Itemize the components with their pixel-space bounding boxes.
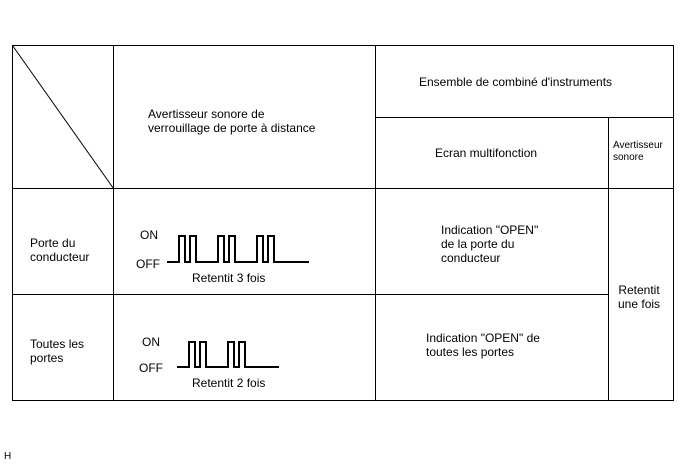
signal-off-label-all-doors: OFF xyxy=(139,361,163,375)
header-remote-lock-buzzer: Avertisseur sonore de verrouillage de porte à distance xyxy=(148,107,316,135)
diagonal-line xyxy=(13,46,114,189)
header-multi-display: Ecran multifonction xyxy=(435,146,538,160)
table-border xyxy=(13,46,674,401)
buzzer-result: Retentit une fois xyxy=(618,283,661,311)
row-label-driver-door: Porte du conducteur xyxy=(30,236,90,264)
footer-ref-code: H xyxy=(4,451,12,462)
signal-caption-all-doors: Retentit 2 fois xyxy=(192,376,266,390)
row-label-all-doors: Toutes les portes xyxy=(30,337,85,365)
display-text-driver-door: Indication "OPEN" de la porte du conducteur xyxy=(441,223,539,265)
signal-off-label-driver-door: OFF xyxy=(136,257,160,271)
header-buzzer: Avertisseur sonore xyxy=(613,140,663,163)
signal-on-label-driver-door: ON xyxy=(140,228,158,242)
display-text-all-doors: Indication "OPEN" de toutes les portes xyxy=(426,331,540,359)
header-instrument-cluster: Ensemble de combiné d'instruments xyxy=(419,75,613,89)
signal-on-label-all-doors: ON xyxy=(142,335,160,349)
signal-waveform-all-doors xyxy=(177,342,279,367)
signal-caption-driver-door: Retentit 3 fois xyxy=(192,271,266,285)
signal-waveform-driver-door xyxy=(167,236,309,262)
